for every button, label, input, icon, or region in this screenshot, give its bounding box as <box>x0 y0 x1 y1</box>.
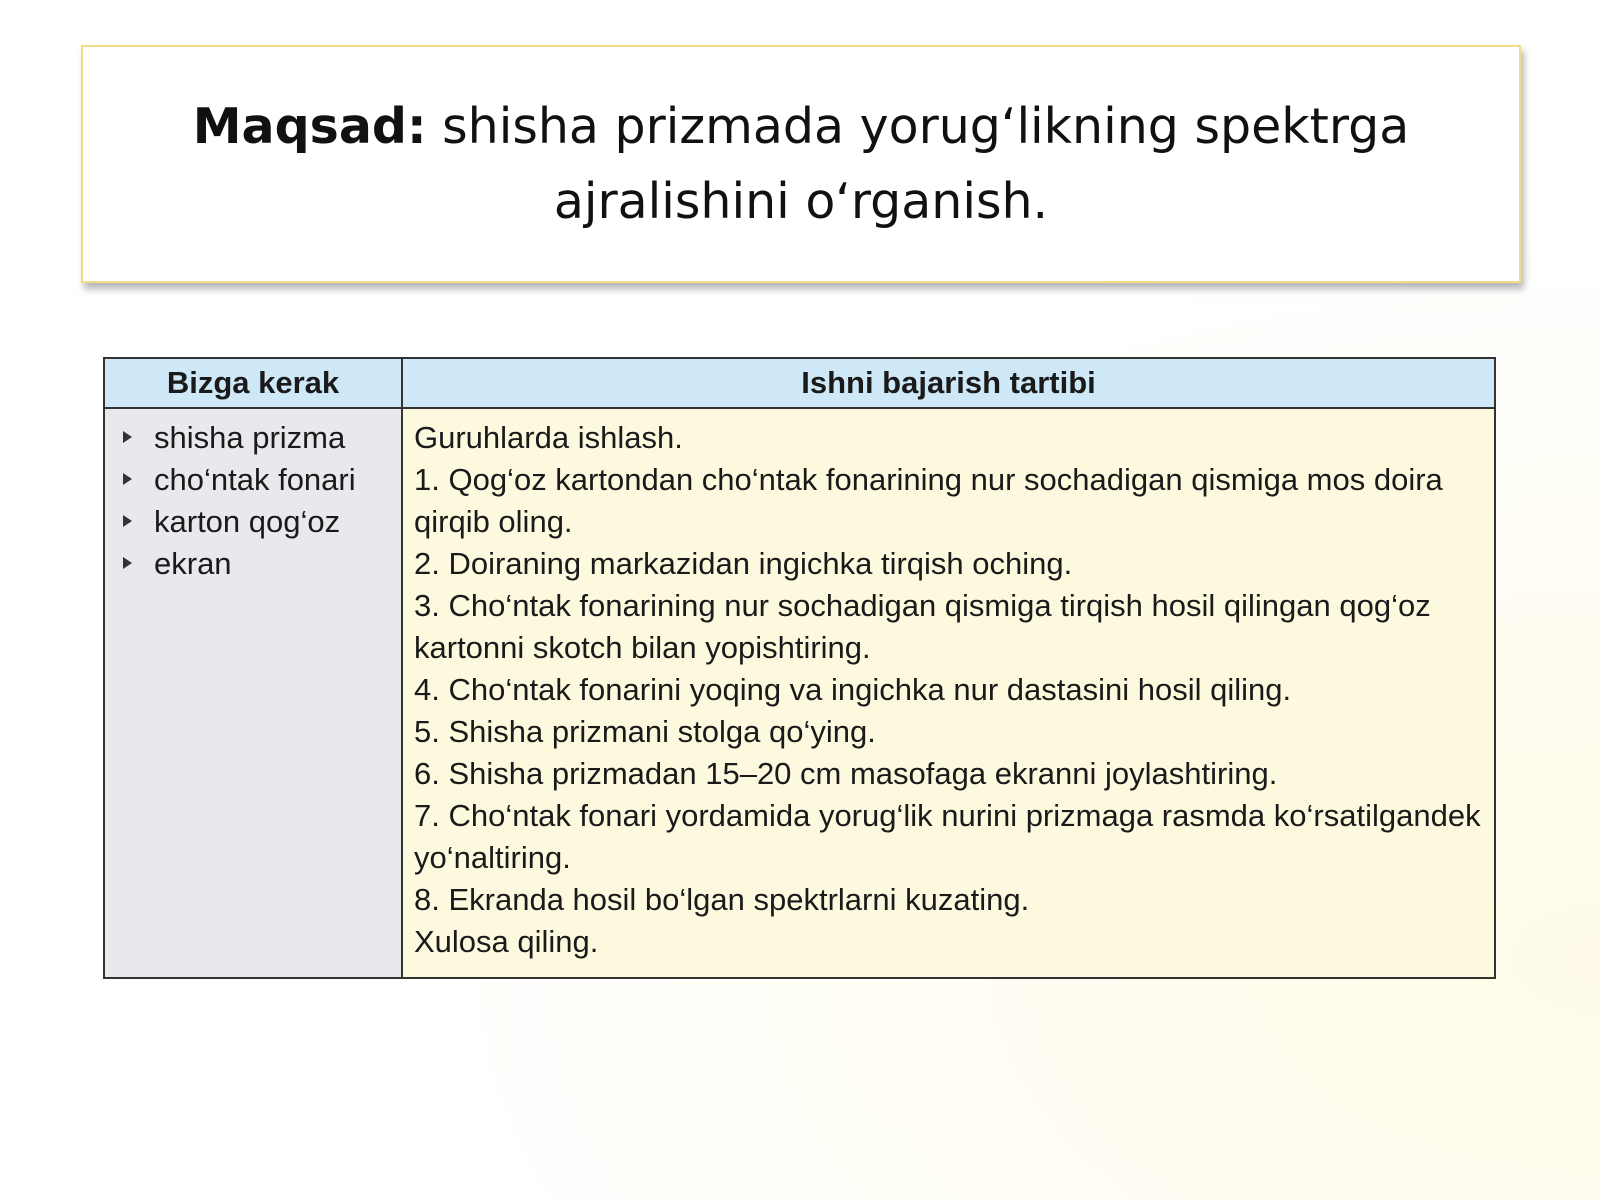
table-header-row <box>104 358 1495 408</box>
procedure-step: 7. Cho‘ntak fonari yordamida yorug‘lik nurini prizmaga rasmda ko‘rsatilgandek yo‘naltiring. <box>414 798 1481 875</box>
worksheet-table <box>103 357 1496 979</box>
procedure-step: 5. Shisha prizmani stolga qo‘ying. <box>414 714 876 749</box>
item-label: ekran <box>154 546 232 581</box>
triangle-bullet-icon <box>123 473 132 485</box>
procedure-step: 1. Qog‘oz kartondan cho‘ntak fonarining nur sochadigan qismiga mos doira qirqib oling. <box>414 462 1443 539</box>
procedure-intro: Guruhlarda ishlash. <box>414 420 683 455</box>
header-requirements: Bizga kerak <box>104 358 402 408</box>
header-procedure: Ishni bajarish tartibi <box>402 358 1495 408</box>
procedure-step: 4. Cho‘ntak fonarini yoqing va ingichka nur dastasini hosil qiling. <box>414 672 1292 707</box>
list-item <box>123 543 401 585</box>
procedure-cell <box>402 408 1495 978</box>
triangle-bullet-icon <box>123 431 132 443</box>
procedure-step: 2. Doiraning markazidan ingichka tirqish oching. <box>414 546 1073 581</box>
list-item <box>123 459 401 501</box>
requirements-list <box>105 409 401 585</box>
item-label: shisha prizma <box>154 420 346 455</box>
title-prefix: Maqsad: <box>192 98 427 155</box>
procedure-step: 6. Shisha prizmadan 15–20 cm masofaga ekranni joylashtiring. <box>414 756 1278 791</box>
requirements-cell <box>104 408 402 978</box>
item-label: karton qog‘oz <box>154 504 341 539</box>
procedure-step: 3. Cho‘ntak fonarining nur sochadigan qismiga tirqish hosil qilingan qog‘oz kartonni skotch bilan yopishtiring. <box>414 588 1431 665</box>
table-body-row <box>104 408 1495 978</box>
item-label: cho‘ntak fonari <box>154 462 356 497</box>
procedure-steps <box>403 409 1494 977</box>
triangle-bullet-icon <box>123 557 132 569</box>
title-box <box>81 45 1521 283</box>
triangle-bullet-icon <box>123 515 132 527</box>
list-item <box>123 417 401 459</box>
slide-title <box>171 89 1431 239</box>
list-item <box>123 501 401 543</box>
procedure-step: 8. Ekranda hosil bo‘lgan spektrlarni kuzating. <box>414 882 1030 917</box>
title-text: shisha prizmada yorug‘likning spektrga ajralishini o‘rganish. <box>426 98 1410 230</box>
procedure-conclusion: Xulosa qiling. <box>414 924 599 959</box>
